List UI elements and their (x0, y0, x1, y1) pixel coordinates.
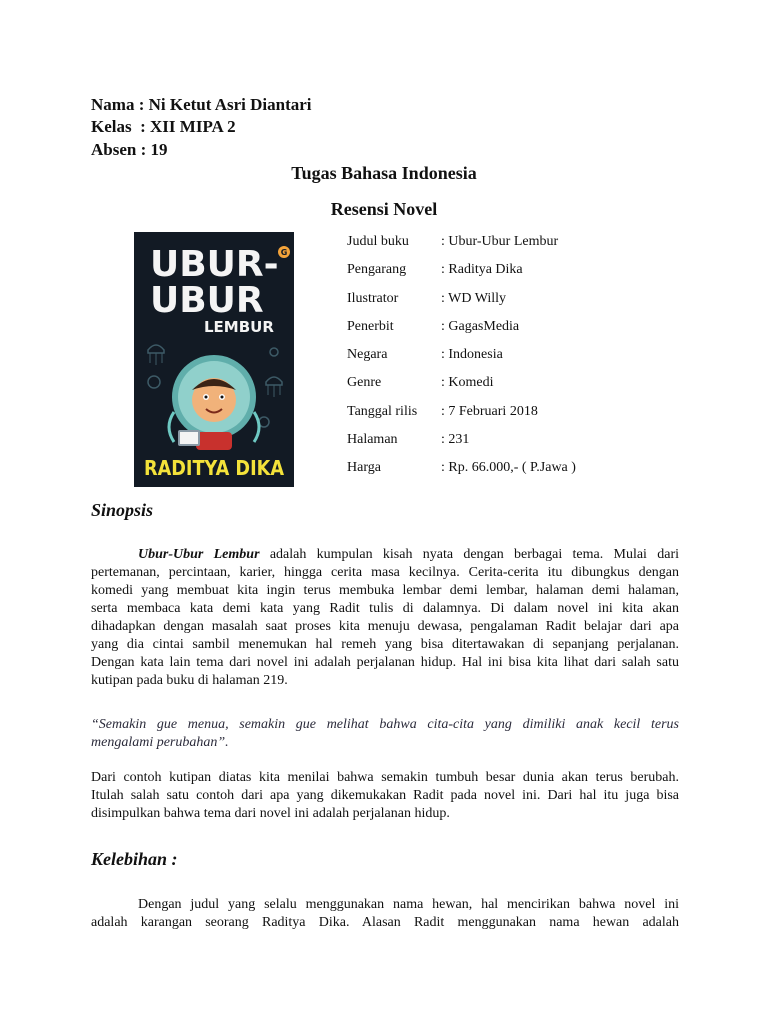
cover-author: RADITYA DIKA (144, 456, 285, 480)
paragraph-line-text: adalah kumpulan kisah nyata dengan berbagai tema. Mulai dari (259, 547, 679, 562)
info-label: Harga (347, 460, 381, 475)
paragraph-line: disimpulkan bahwa tema dari novel ini adalah perjalanan hidup. (91, 806, 450, 821)
info-value: : Ubur-Ubur Lembur (441, 234, 559, 249)
info-value: : WD Willy (441, 291, 507, 306)
info-value: : 7 Februari 2018 (441, 404, 538, 419)
student-class: Kelas : XII MIPA 2 (91, 117, 236, 136)
paragraph-line: komedi yang membuat kita ingin terus membuka lembar demi lembar, halaman demi halaman, (91, 583, 679, 598)
paragraph-line: kutipan pada buku di halaman 219. (91, 673, 288, 688)
paragraph-line: serta membaca kata demi kata yang Radit tulis di dalamnya. Di dalam novel ini kita akan (91, 601, 679, 616)
info-label: Tanggal rilis (347, 404, 418, 419)
paragraph-line: yang dia cintai sambil menemukan hal remeh yang bisa ditertawakan di sepanjang perjalanan. (91, 637, 679, 652)
student-number: Absen : 19 (91, 140, 168, 159)
book-quote (91, 716, 679, 752)
info-label: Halaman (347, 432, 398, 447)
paragraph-line (91, 546, 679, 564)
sinopsis-paragraph-2 (91, 769, 679, 823)
sinopsis-heading: Sinopsis (91, 500, 154, 520)
paragraph-line: Dari contoh kutipan diatas kita menilai bahwa semakin tumbuh besar dunia akan terus berubah. (91, 770, 679, 785)
info-label: Judul buku (347, 234, 409, 249)
cover-title-line2: UBUR (150, 280, 264, 321)
kelebihan-heading: Kelebihan : (91, 849, 178, 869)
paragraph-line: Dengan judul yang selalu menggunakan nama hewan, hal mencirikan bahwa novel ini (138, 897, 679, 912)
paragraph-line: Itulah salah satu contoh dari apa yang dikemukakan Radit pada novel ini. Dari hal itu juga bisa (91, 788, 679, 803)
paragraph-line: dihadapkan dengan masalah saat proses kita menuju dewasa, pengalaman Radit belajar dari apa (91, 619, 679, 634)
book-cover-illustration (134, 232, 294, 487)
book-cover-image (134, 232, 294, 487)
info-value: : Raditya Dika (441, 262, 523, 277)
svg-text:G: G (280, 248, 288, 257)
info-value: : Komedi (441, 375, 494, 390)
paragraph-line: pertemanan, percintaan, karier, hingga cerita masa kecilnya. Cerita-cerita itu dibungkus dengan (91, 565, 679, 580)
paragraph-line: adalah karangan seorang Raditya Dika. Alasan Radit menggunakan nama hewan adalah (91, 915, 679, 930)
info-label: Genre (347, 375, 382, 390)
info-value: : Indonesia (441, 347, 503, 362)
page-title: Tugas Bahasa Indonesia (291, 163, 477, 183)
book-title-inline: Ubur-Ubur Lembur (138, 547, 260, 562)
cover-title-line1: UBUR- (150, 244, 279, 285)
cover-title-line3: LEMBUR (204, 318, 274, 336)
student-name: Nama : Ni Ketut Asri Diantari (91, 95, 312, 114)
info-label: Penerbit (347, 319, 394, 334)
info-label: Pengarang (347, 262, 407, 277)
kelebihan-paragraph (91, 896, 679, 932)
paragraph-line: Dengan kata lain tema dari novel ini adalah perjalanan hidup. Hal ini bisa kita lihat dari salah satu (91, 655, 679, 670)
info-label: Negara (347, 347, 388, 362)
quote-line: “Semakin gue menua, semakin gue melihat bahwa cita-cita yang dimiliki anak kecil terus (91, 717, 679, 732)
info-label: Ilustrator (347, 291, 399, 306)
sinopsis-paragraph-1 (91, 546, 679, 690)
info-value: : 231 (441, 432, 470, 447)
page-subtitle: Resensi Novel (330, 199, 438, 219)
info-value: : Rp. 66.000,- ( P.Jawa ) (441, 460, 576, 475)
info-value: : GagasMedia (441, 319, 520, 334)
quote-line: mengalami perubahan”. (91, 735, 229, 750)
